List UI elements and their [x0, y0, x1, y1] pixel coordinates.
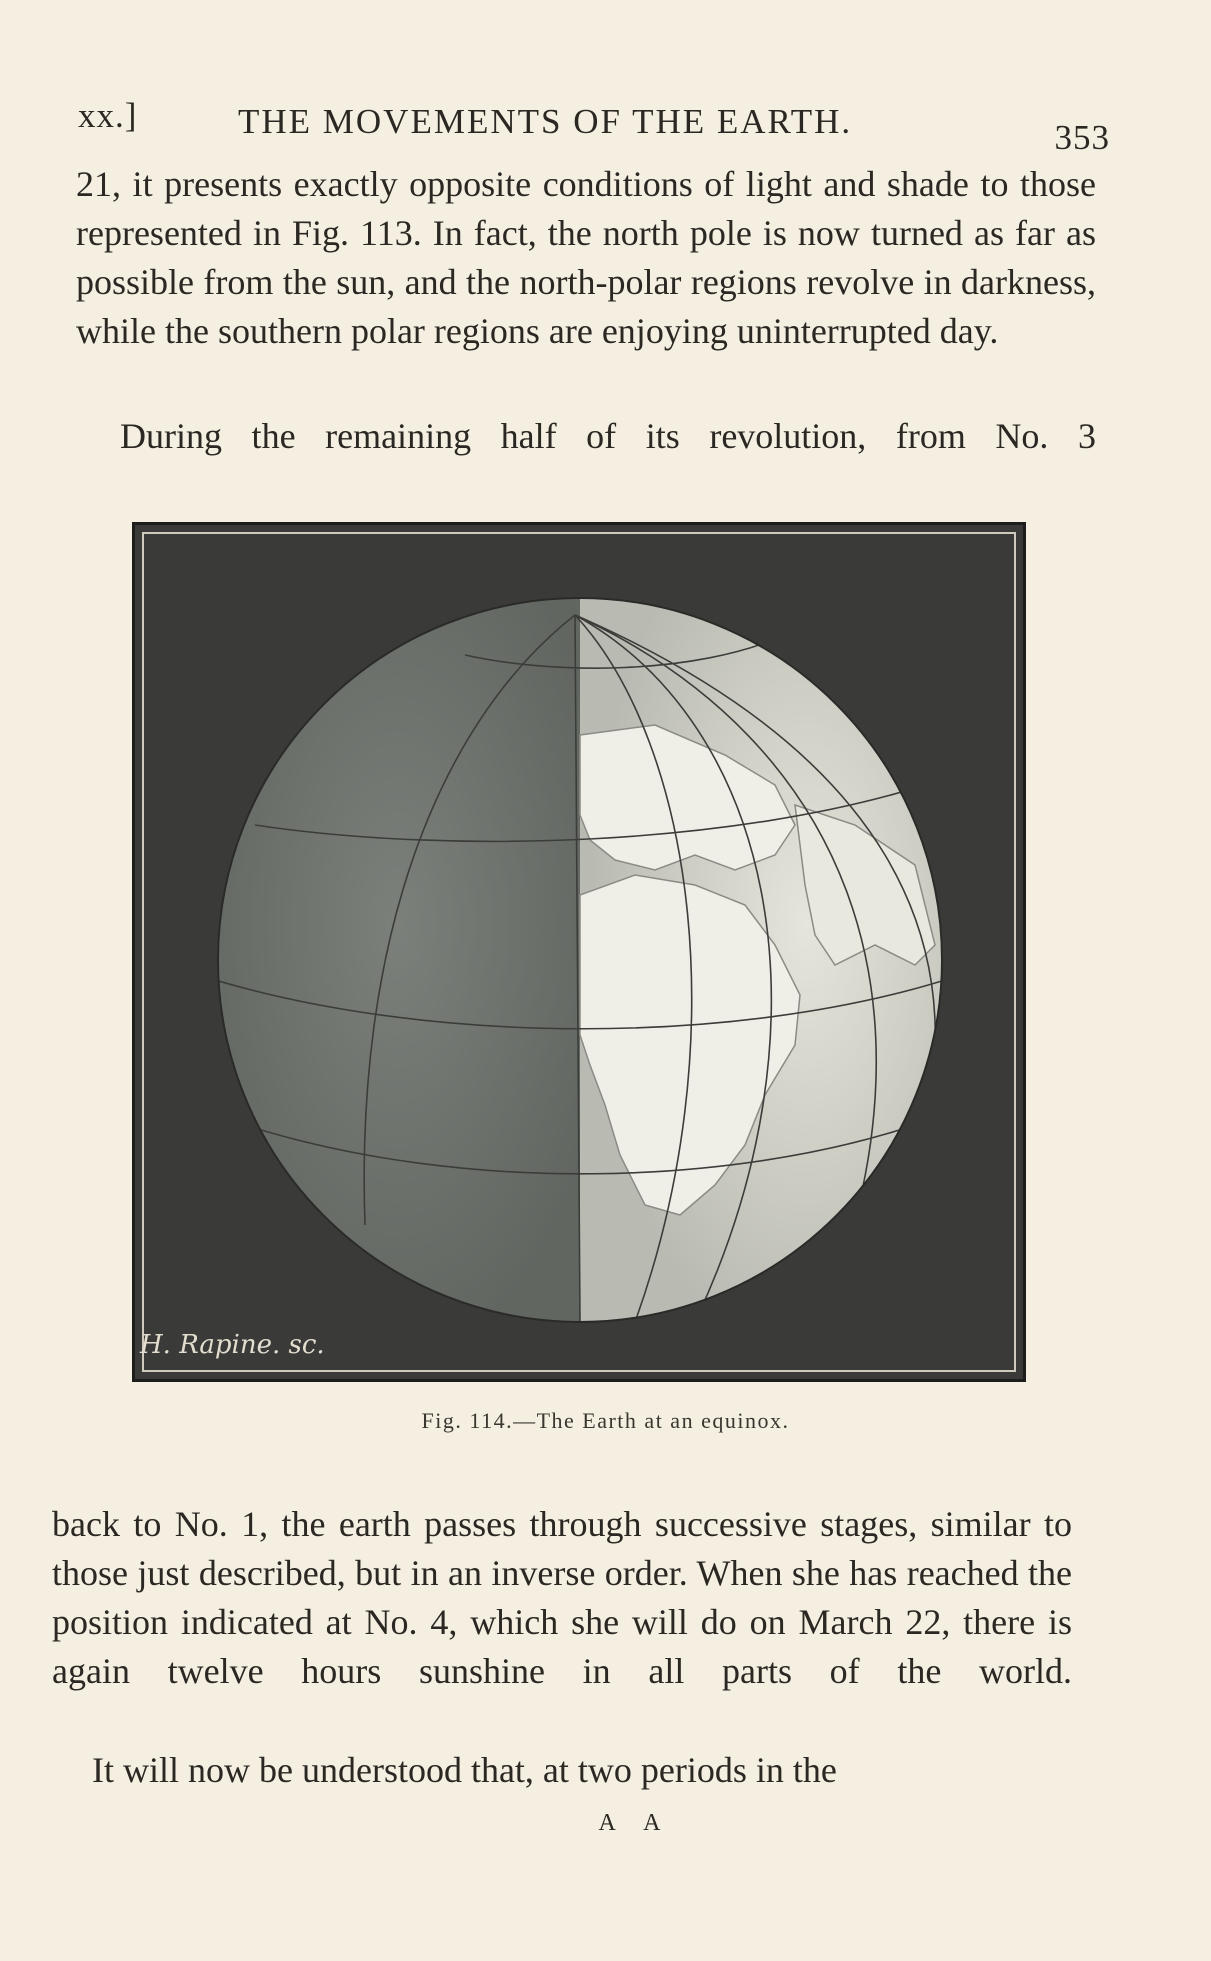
paragraph-3: back to No. 1, the earth passes through successive stages, similar to those just described, but in an inverse order. When she has reached the position indicated at No. 4, which she will do on March 22, there is again twelve hours sunshine in all parts of the world. [52, 1504, 1072, 1691]
page-number: 353 [1054, 118, 1110, 157]
engraver-signature: H. Rapine. sc. [140, 1330, 325, 1360]
paragraph-2: During the remaining half of its revolution, from No. 3 [120, 416, 1096, 456]
running-title: THE MOVEMENTS OF THE EARTH. [238, 102, 853, 141]
signature-mark: A A [598, 1810, 673, 1836]
paragraph-4: It will now be understood that, at two periods in the [92, 1750, 837, 1790]
running-header [78, 96, 1118, 156]
figure-caption: Fig. 114.—The Earth at an equinox. [421, 1408, 790, 1433]
night-hemisphere [215, 595, 580, 1325]
earth-globe-illustration [135, 525, 1023, 1379]
chapter-number: xx.] [78, 96, 138, 135]
figure-earth-equinox [132, 522, 1026, 1382]
paragraph-1: 21, it presents exactly opposite conditions of light and shade to those represented in Fig. 113. In fact, the north pole is now turned as far as possible from the sun, and the north-polar regions revolve in darkness, while the southern polar regions are enjoying uninterrupted day. [76, 164, 1096, 351]
